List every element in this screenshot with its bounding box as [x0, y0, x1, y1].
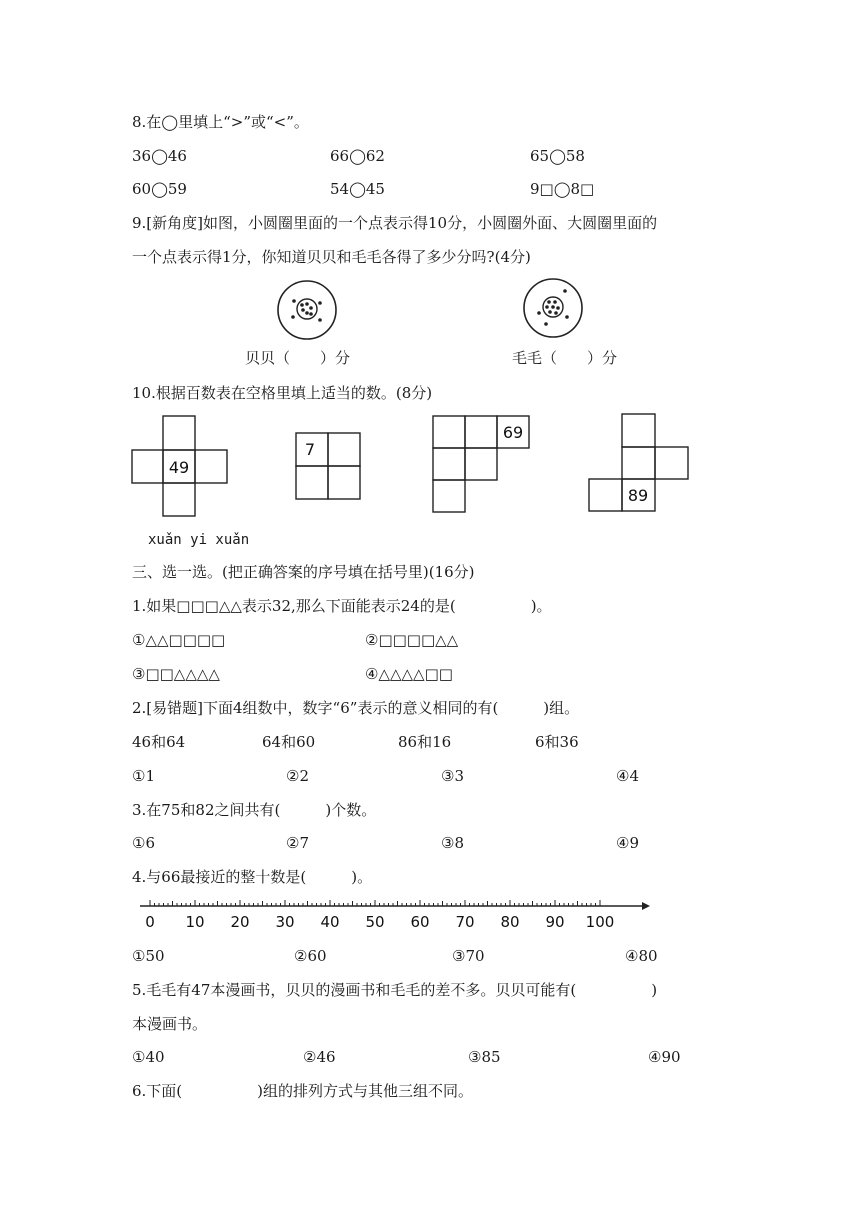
s3-q5-option: ②46 — [303, 1048, 336, 1066]
q8-item: 65◯58 — [530, 147, 585, 165]
grid-shape-89 — [587, 412, 691, 514]
number-line-tick-label: 60 — [410, 913, 430, 931]
s3-q4-option: ②60 — [294, 947, 327, 965]
s3-q2-text: 2.[易错题]下面4组数中，数字“6”表示的意义相同的有( )组。 — [132, 699, 580, 717]
number-line-tick-label: 30 — [275, 913, 295, 931]
q10-title: 10.根据百数表在空格里填上适当的数。(8分) — [132, 384, 433, 402]
s3-q2-group: 64和60 — [262, 733, 316, 751]
q8-item: 66◯62 — [330, 147, 385, 165]
s3-q4-option: ④80 — [625, 947, 658, 965]
number-line-arrow — [642, 902, 650, 910]
s3-q2-group: 6和36 — [535, 733, 579, 751]
s3-q3-option: ①6 — [132, 834, 155, 852]
q9-line1: 9.[新角度]如图，小圆圈里面的一个点表示得10分，小圆圈外面、大圆圈里面的 — [132, 214, 658, 232]
s3-q2-group: 86和16 — [398, 733, 452, 751]
s3-q2-option: ②2 — [286, 767, 309, 785]
number-line-tick-label: 10 — [185, 913, 205, 931]
maomao-circles — [522, 277, 584, 339]
s3-q5-option: ①40 — [132, 1048, 165, 1066]
grid-cross-49 — [130, 414, 230, 518]
s3-q3-option: ②7 — [286, 834, 309, 852]
s3-q4-option: ③70 — [452, 947, 485, 965]
q8-item: 9□◯8□ — [530, 180, 595, 198]
s3-q2-option: ③3 — [441, 767, 464, 785]
grid-l-69 — [431, 414, 533, 516]
number-line-tick-label: 80 — [500, 913, 520, 931]
grid-number: 69 — [502, 423, 524, 442]
s3-q3-option: ③8 — [441, 834, 464, 852]
grid-square-7 — [294, 431, 362, 501]
s3-q6-text: 6.下面( )组的排列方式与其他三组不同。 — [132, 1082, 474, 1100]
s3-q5-option: ③85 — [468, 1048, 501, 1066]
grid-number: 89 — [627, 486, 649, 505]
s3-q4-option: ①50 — [132, 947, 165, 965]
q8-title: 8.在◯里填上“>”或“<”。 — [132, 113, 309, 131]
pinyin-label: xuǎn yi xuǎn — [148, 532, 250, 548]
s3-q1-option: ④△△△△□□ — [365, 665, 453, 683]
s3-q2-option: ①1 — [132, 767, 155, 785]
s3-q1-option: ①△△□□□□ — [132, 631, 226, 649]
s3-q4-text: 4.与66最接近的整十数是( )。 — [132, 868, 373, 886]
s3-q5-line2: 本漫画书。 — [132, 1015, 208, 1033]
grid-number: 49 — [168, 458, 190, 477]
s3-q5-line1: 5.毛毛有47本漫画书，贝贝的漫画书和毛毛的差不多。贝贝可能有( ) — [132, 981, 658, 999]
number-line — [138, 898, 658, 934]
beibei-answer: 贝贝（ ）分 — [245, 349, 351, 367]
q8-item: 60◯59 — [132, 180, 187, 198]
number-line-tick-label: 100 — [585, 913, 615, 931]
s3-q3-text: 3.在75和82之间共有( )个数。 — [132, 801, 377, 819]
grid-number: 7 — [304, 440, 316, 459]
number-line-tick-label: 90 — [545, 913, 565, 931]
beibei-circles — [276, 279, 338, 341]
number-line-tick-label: 70 — [455, 913, 475, 931]
s3-q1-option: ③□□△△△△ — [132, 665, 220, 683]
q8-item: 36◯46 — [132, 147, 187, 165]
s3-q1-text: 1.如果□□□△△表示32,那么下面能表示24的是( )。 — [132, 597, 552, 615]
number-line-tick-label: 40 — [320, 913, 340, 931]
maomao-answer: 毛毛（ ）分 — [512, 349, 618, 367]
q8-item: 54◯45 — [330, 180, 385, 198]
s3-q5-option: ④90 — [648, 1048, 681, 1066]
number-line-tick-label: 0 — [145, 913, 155, 931]
s3-q3-option: ④9 — [616, 834, 639, 852]
s3-q2-group: 46和64 — [132, 733, 186, 751]
number-line-tick-label: 50 — [365, 913, 385, 931]
s3-q2-option: ④4 — [616, 767, 639, 785]
s3-q1-option: ②□□□□△△ — [365, 631, 459, 649]
q9-line2: 一个点表示得1分，你知道贝贝和毛毛各得了多少分吗?(4分) — [132, 248, 531, 266]
section3-title: 三、选一选。(把正确答案的序号填在括号里)(16分) — [132, 563, 475, 581]
number-line-tick-label: 20 — [230, 913, 250, 931]
